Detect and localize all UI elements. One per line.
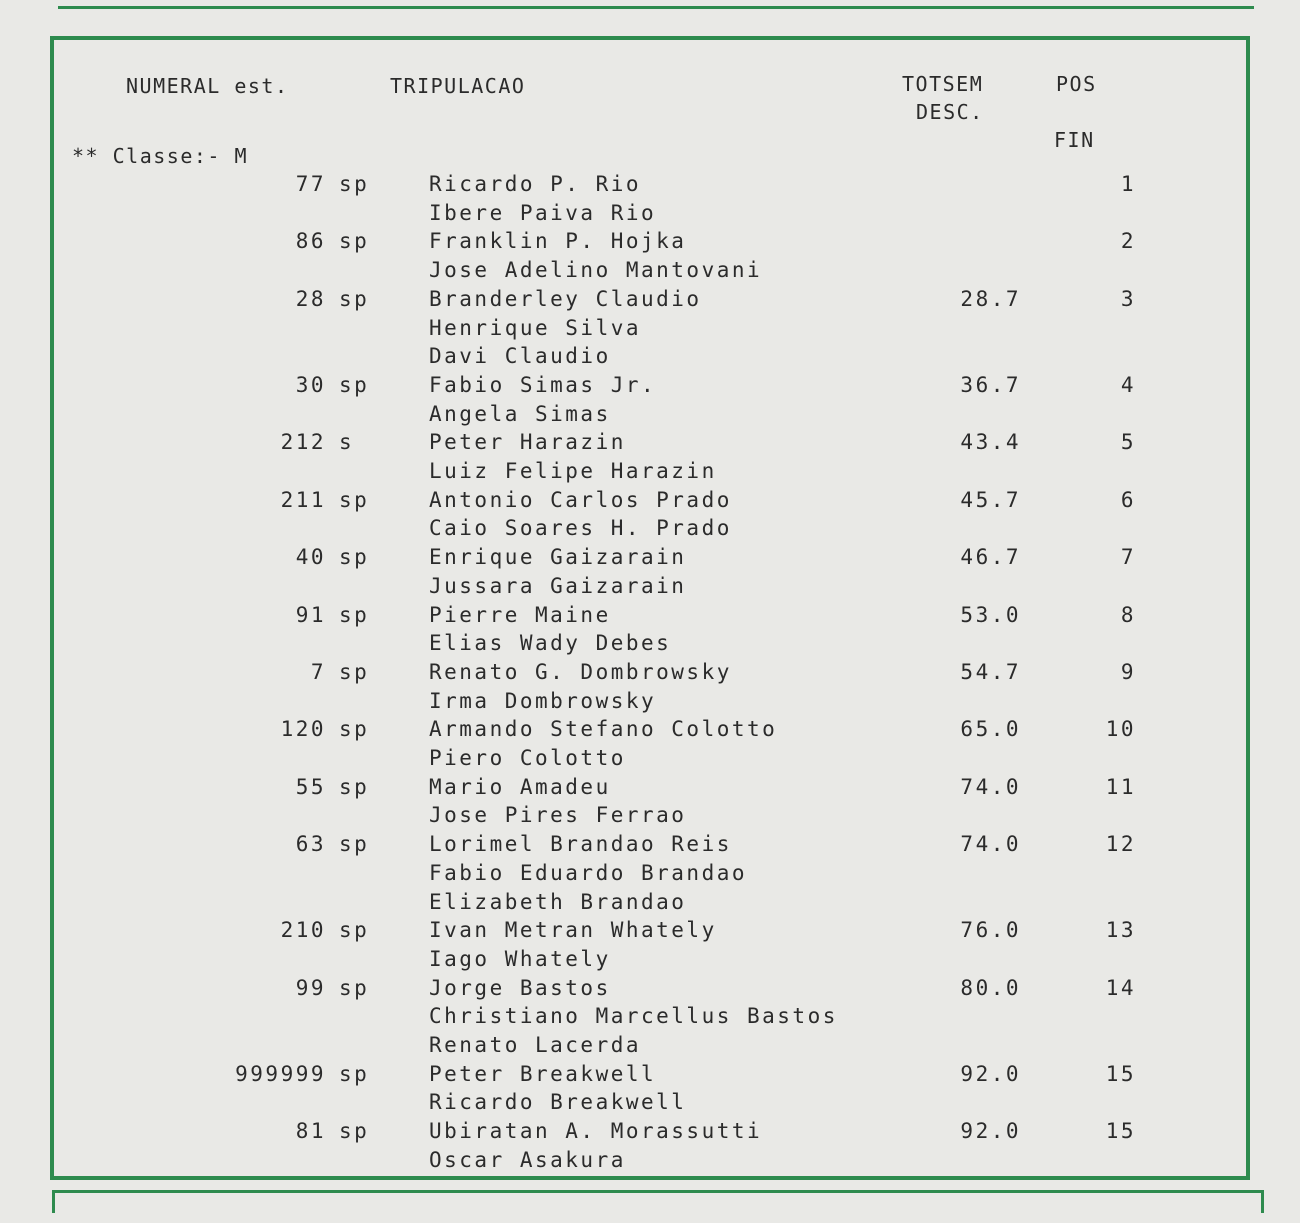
- numeral-cell: 999999: [235, 1061, 326, 1086]
- pos-cell: 10: [1105, 717, 1136, 742]
- totsem-cell: 92.0: [960, 1061, 1021, 1086]
- crew-cell: Ricardo P. Rio: [429, 172, 642, 196]
- header-totsem: TOTSEM: [902, 72, 984, 96]
- est-cell: sp: [339, 1119, 370, 1144]
- crew-cell: Piero Colotto: [429, 746, 626, 770]
- crew-cell: Angela Simas: [429, 401, 611, 426]
- table-row: [54, 314, 1246, 342]
- table-row: [54, 601, 1246, 629]
- table-row: [54, 1060, 1246, 1088]
- bottom-divider: [52, 1190, 1264, 1213]
- pos-cell: 7: [1120, 545, 1136, 570]
- table-row: [54, 170, 1246, 198]
- crew-cell: Pierre Maine: [429, 602, 611, 627]
- crew-cell: Fabio Simas Jr.: [429, 372, 657, 397]
- totsem-cell: 45.7: [960, 487, 1021, 512]
- pos-cell: 6: [1120, 487, 1136, 512]
- header-desc: DESC.: [916, 100, 984, 124]
- totsem-cell: 36.7: [960, 372, 1021, 397]
- table-row: [54, 256, 1246, 284]
- crew-cell: Jose Pires Ferrao: [429, 803, 687, 828]
- table-row: [54, 371, 1246, 399]
- table-row: [54, 658, 1246, 686]
- pos-cell: 1: [1120, 172, 1136, 196]
- header-tripulacao: TRIPULACAO: [390, 74, 526, 98]
- table-row: [54, 801, 1246, 829]
- totsem-cell: 74.0: [960, 774, 1021, 799]
- est-cell: sp: [339, 487, 370, 512]
- crew-cell: Lorimel Brandao Reis: [429, 832, 732, 857]
- table-row: [54, 1146, 1246, 1174]
- pos-cell: 9: [1120, 659, 1136, 684]
- est-cell: sp: [339, 717, 370, 742]
- numeral-cell: 7: [310, 659, 326, 684]
- est-cell: sp: [339, 602, 370, 627]
- numeral-cell: 28: [295, 286, 326, 311]
- crew-cell: Irma Dombrowsky: [429, 688, 657, 713]
- totsem-cell: 74.0: [960, 832, 1021, 857]
- est-cell: sp: [339, 372, 370, 397]
- crew-cell: Davi Claudio: [429, 344, 611, 369]
- crew-cell: Elias Wady Debes: [429, 631, 672, 656]
- table-row: [54, 428, 1246, 456]
- pos-cell: 11: [1105, 774, 1136, 799]
- table-row: [54, 629, 1246, 657]
- est-cell: sp: [339, 229, 370, 254]
- numeral-cell: 99: [295, 975, 326, 1000]
- pos-cell: 5: [1120, 430, 1136, 455]
- totsem-cell: 28.7: [960, 286, 1021, 311]
- pos-cell: 4: [1120, 372, 1136, 397]
- numeral-cell: 81: [295, 1119, 326, 1144]
- pos-cell: 8: [1120, 602, 1136, 627]
- crew-cell: Branderley Claudio: [429, 286, 702, 311]
- est-cell: sp: [339, 545, 370, 570]
- crew-cell: Ivan Metran Whately: [429, 918, 717, 943]
- crew-cell: Antonio Carlos Prado: [429, 487, 732, 512]
- header-fin: FIN: [1054, 128, 1095, 152]
- crew-cell: Peter Breakwell: [429, 1061, 657, 1086]
- table-row: [54, 199, 1246, 227]
- table-row: [54, 945, 1246, 973]
- crew-cell: Peter Harazin: [429, 430, 626, 455]
- crew-cell: Jussara Gaizarain: [429, 573, 687, 598]
- totsem-cell: 43.4: [960, 430, 1021, 455]
- numeral-cell: 212: [280, 430, 326, 455]
- numeral-cell: 55: [295, 774, 326, 799]
- table-row: [54, 888, 1246, 916]
- crew-cell: Henrique Silva: [429, 315, 642, 340]
- crew-cell: Mario Amadeu: [429, 774, 611, 799]
- crew-cell: Jose Adelino Mantovani: [429, 258, 763, 283]
- crew-cell: Renato Lacerda: [429, 1033, 642, 1057]
- crew-cell: Ibere Paiva Rio: [429, 200, 657, 225]
- table-row: [54, 285, 1246, 313]
- crew-cell: Renato G. Dombrowsky: [429, 659, 732, 684]
- crew-cell: Iago Whately: [429, 946, 611, 971]
- crew-cell: Caio Soares H. Prado: [429, 516, 732, 541]
- crew-cell: Oscar Asakura: [429, 1147, 626, 1172]
- pos-cell: 3: [1120, 286, 1136, 311]
- table-row: [54, 342, 1246, 370]
- table-row: [54, 1031, 1246, 1059]
- numeral-cell: 77: [295, 172, 326, 196]
- table-row: [54, 744, 1246, 772]
- numeral-cell: 86: [295, 229, 326, 254]
- table-row: [54, 687, 1246, 715]
- totsem-cell: 46.7: [960, 545, 1021, 570]
- table-row: [54, 572, 1246, 600]
- table-row: [54, 773, 1246, 801]
- crew-cell: Elizabeth Brandao: [429, 889, 687, 914]
- crew-cell: Jorge Bastos: [429, 975, 611, 1000]
- table-row: [54, 543, 1246, 571]
- crew-cell: Ricardo Breakwell: [429, 1090, 687, 1115]
- est-cell: s: [339, 430, 355, 455]
- crew-cell: Franklin P. Hojka: [429, 229, 687, 254]
- crew-cell: Christiano Marcellus Bastos: [429, 1004, 838, 1029]
- crew-cell: Ubiratan A. Morassutti: [429, 1119, 763, 1144]
- totsem-cell: 92.0: [960, 1119, 1021, 1144]
- pos-cell: 14: [1105, 975, 1136, 1000]
- table-row: [54, 514, 1246, 542]
- table-row: [54, 400, 1246, 428]
- table-row: [54, 1088, 1246, 1116]
- crew-cell: Luiz Felipe Harazin: [429, 459, 717, 483]
- pos-cell: 12: [1105, 832, 1136, 857]
- est-cell: sp: [339, 774, 370, 799]
- class-label: ** Classe:- M: [72, 144, 249, 168]
- numeral-cell: 40: [295, 545, 326, 570]
- numeral-cell: 120: [280, 717, 326, 742]
- est-cell: sp: [339, 659, 370, 684]
- table-row: [54, 859, 1246, 887]
- est-cell: sp: [339, 975, 370, 1000]
- totsem-cell: 53.0: [960, 602, 1021, 627]
- header-pos: POS: [1056, 72, 1097, 96]
- numeral-cell: 30: [295, 372, 326, 397]
- table-row: [54, 916, 1246, 944]
- est-cell: sp: [339, 286, 370, 311]
- totsem-cell: 76.0: [960, 918, 1021, 943]
- table-row: [54, 715, 1246, 743]
- totsem-cell: 80.0: [960, 975, 1021, 1000]
- table-row: [54, 1002, 1246, 1030]
- crew-cell: Armando Stefano Colotto: [429, 717, 778, 742]
- crew-cell: Enrique Gaizarain: [429, 545, 687, 570]
- header-numeral: NUMERAL est.: [126, 74, 289, 98]
- pos-cell: 13: [1105, 918, 1136, 943]
- crew-cell: Fabio Eduardo Brandao: [429, 860, 748, 885]
- table-row: [54, 486, 1246, 514]
- table-row: [54, 227, 1246, 255]
- est-cell: sp: [339, 1061, 370, 1086]
- est-cell: sp: [339, 172, 370, 196]
- top-divider: [58, 0, 1254, 9]
- numeral-cell: 211: [280, 487, 326, 512]
- table-row: [54, 457, 1246, 485]
- numeral-cell: 210: [280, 918, 326, 943]
- totsem-cell: 54.7: [960, 659, 1021, 684]
- pos-cell: 15: [1105, 1061, 1136, 1086]
- est-cell: sp: [339, 832, 370, 857]
- totsem-cell: 65.0: [960, 717, 1021, 742]
- results-table: [50, 36, 1250, 1180]
- numeral-cell: 63: [295, 832, 326, 857]
- pos-cell: 2: [1120, 229, 1136, 254]
- est-cell: sp: [339, 918, 370, 943]
- pos-cell: 15: [1105, 1119, 1136, 1144]
- numeral-cell: 91: [295, 602, 326, 627]
- table-row: [54, 830, 1246, 858]
- table-row: [54, 1117, 1246, 1145]
- table-row: [54, 974, 1246, 1002]
